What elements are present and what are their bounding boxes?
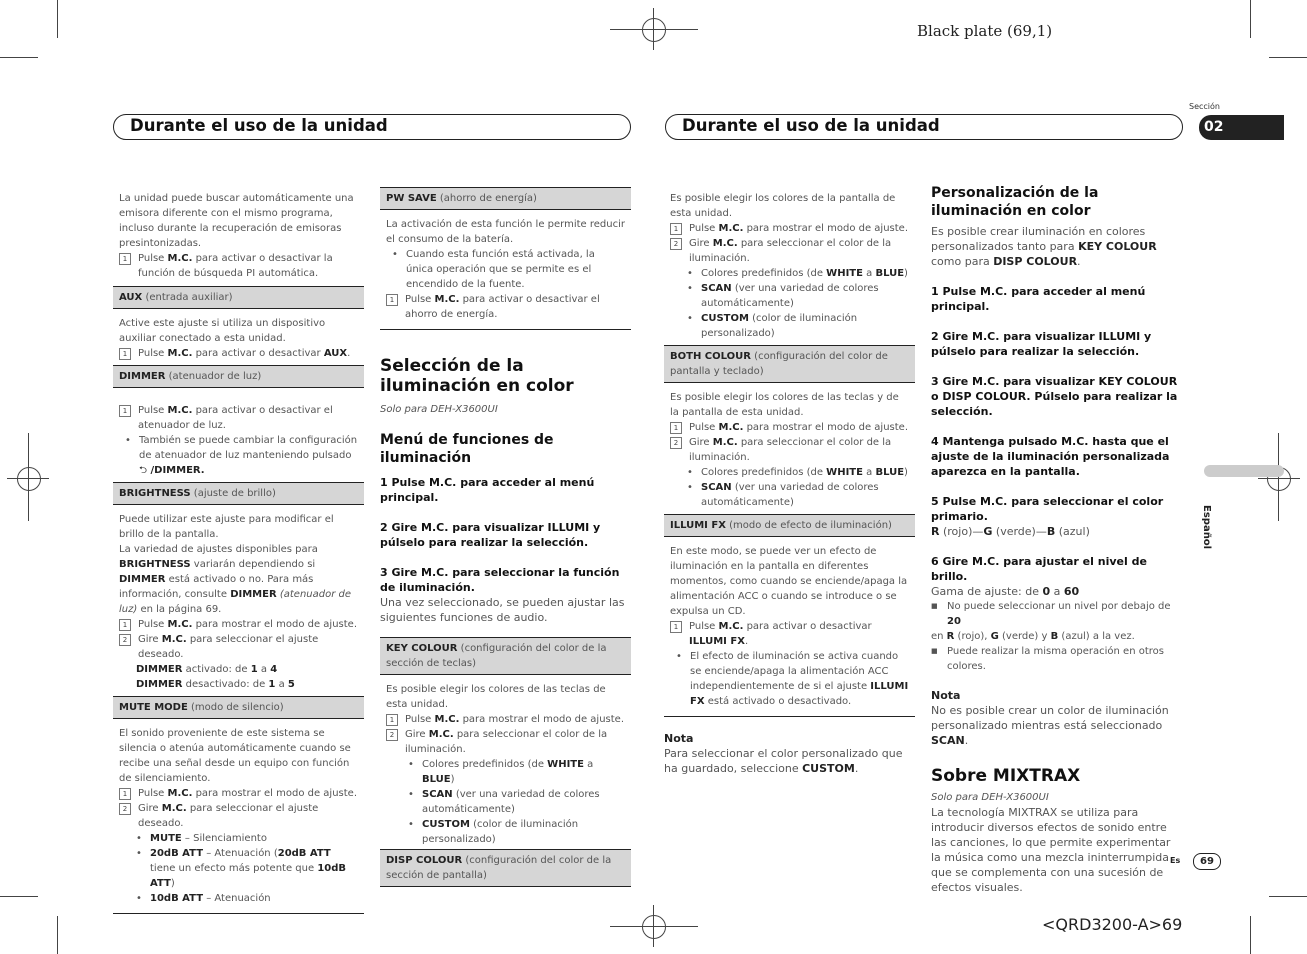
nota-heading: Nota <box>931 689 961 702</box>
nota-heading: Nota <box>664 732 694 745</box>
registration-mark <box>642 18 666 42</box>
crop-mark <box>0 57 38 58</box>
step: 1 Pulse M.C. para activar o desactivar AUX. <box>119 346 358 361</box>
intro-text: La unidad puede buscar automáticamente una emisora diferente con el mismo programa, incluso durante la recuperación de emisoras presintonizadas. <box>119 193 354 249</box>
page-number: 69 <box>1193 853 1221 870</box>
setting-label-pwsave: PW SAVE (ahorro de energía) <box>380 187 631 210</box>
registration-mark <box>17 467 41 491</box>
document-code: <QRD3200-A>69 <box>1042 915 1183 934</box>
section-title-mixtrax: Sobre MIXTRAX <box>931 766 1081 786</box>
header-right <box>665 114 1183 140</box>
return-icon: ⮌ <box>139 465 148 476</box>
setting-label-brightness: BRIGHTNESS (ajuste de brillo) <box>113 482 364 505</box>
crop-mark <box>57 916 58 954</box>
menu-title: Menú de funciones de iluminación <box>380 432 554 466</box>
page-lang: Es <box>1170 856 1181 865</box>
setting-label-mute: MUTE MODE (modo de silencio) <box>113 696 364 719</box>
section-label: Sección <box>1189 102 1220 111</box>
setting-label-dispcolour: DISP COLOUR (configuración del color de la sección de pantalla) <box>380 849 631 887</box>
section-title-seleccion: Selección de la iluminación en color <box>380 356 574 396</box>
section-number: 02 <box>1204 119 1224 135</box>
setting-label-illumifx: ILLUMI FX (modo de efecto de iluminación) <box>664 514 915 537</box>
column-2: PW SAVE (ahorro de energía) La activación de esta función le permite reducir el consumo de la batería. • Cuando esta función está activada, la única operación que se permite es el encendido de la fuente. 1 Pulse M.C. para activar o desactivar el ahorro de energía. Selección de la iluminación en color Solo para DEH-X3600UI Menú de funciones de iluminación 1 Pulse M.C. para acceder al menú principal. 2 Gire M.C. para visualizar ILLUMI y púlselo para realizar la selección. 3 Gire M.C. para seleccionar la función de iluminación. Una vez seleccionado, se pueden ajustar las siguientes funciones de audio. KEY COLOUR (configuración del color de la sección de teclas) Es posible elegir los colores de las teclas de esta unidad. 1 Pulse M.C. para mostrar el modo de ajuste. 2 Gire M.C. para seleccionar el color de la iluminación. • Colores predefinidos (de WHITE a BLUE) • SCAN (ver una variedad de colores automáticamente) • CUSTOM (color de iluminación personalizado) DISP COLOUR (configuración del color de la sección de pantalla) <box>380 187 631 894</box>
language-label: Español <box>1201 505 1212 550</box>
column-1: La unidad puede buscar automáticamente una emisora diferente con el mismo programa, incluso durante la recuperación de emisoras presintonizadas. 1 Pulse M.C. para activar o desactivar la función de búsqueda PI automática. AUX (entrada auxiliar) Active este ajuste si utiliza un dispositivo auxiliar conectado a esta unidad. 1 Pulse M.C. para activar o desactivar AUX. DIMMER (atenuador de luz) 1 Pulse M.C. para activar o desactivar el atenuador de luz. • También se puede cambiar la configuración de atenuador de luz manteniendo pulsado ⮌ /DIMMER. BRIGHTNESS (ajuste de brillo) Puede utilizar este ajuste para modificar el brillo de la pantalla. La variedad de ajustes disponibles para BRIGHTNESS variarán dependiendo si DIMMER está activado o no. Para más información, consulte DIMMER (atenuador de luz) en la página 69. 1 Pulse M.C. para mostrar el modo de ajuste. 2 Gire M.C. para seleccionar el ajuste deseado. DIMMER activado: de 1 a 4 DIMMER desactivado: de 1 a 5 MUTE MODE (modo de silencio) El sonido proveniente de este sistema se silencia o atenúa automáticamente cuando se recibe una señal desde un equipo con función de silenciamiento. 1 Pulse M.C. para mostrar el modo de ajuste. 2 Gire M.C. para seleccionar el ajuste deseado. • MUTE – Silenciamiento • 20dB ATT – Atenuación (20dB ATT tiene un efecto más potente que 10dB ATT) • 10dB ATT – Atenuación <box>113 191 364 914</box>
plate-label: Black plate (69,1) <box>917 22 1053 40</box>
crop-mark <box>0 896 38 897</box>
step: 1 Pulse M.C. para activar o desactivar la función de búsqueda PI automática. <box>119 251 358 281</box>
setting-label-keycolour: KEY COLOUR (configuración del color de la sección de teclas) <box>380 637 631 675</box>
registration-mark <box>642 915 666 939</box>
bullet-item: • También se puede cambiar la configuración de atenuador de luz manteniendo pulsado ⮌ /DIMMER. <box>125 435 358 476</box>
crop-mark <box>1269 896 1307 897</box>
column-3: Es posible elegir los colores de la pantalla de esta unidad. 1 Pulse M.C. para mostrar el modo de ajuste. 2 Gire M.C. para seleccionar el color de la iluminación. • Colores predefinidos (de WHITE a BLUE) • SCAN (ver una variedad de colores automáticamente) • CUSTOM (color de iluminación personalizado) BOTH COLOUR (configuración del color de pantalla y teclado) Es posible elegir los colores de las teclas y de la pantalla de esta unidad. 1 Pulse M.C. para mostrar el modo de ajuste. 2 Gire M.C. para seleccionar el color de la iluminación. • Colores predefinidos (de WHITE a BLUE) • SCAN (ver una variedad de colores automáticamente) ILLUMI FX (modo de efecto de iluminación) En este modo, se puede ver un efecto de iluminación en la pantalla en diferentes momentos, como cuando se enciende/apaga la alimentación ACC o cuando se introduce o se expulsa un CD. 1 Pulse M.C. para activar o desactivar ILLUMI FX. • El efecto de iluminación se activa cuando se enciende/apaga la alimentación ACC independientemente de si el ajuste ILLUMI FX está activado o desactivado. Nota Para seleccionar el color personalizado que ha guardado, seleccione CUSTOM. <box>664 191 915 776</box>
step: 1 Pulse M.C. para activar o desactivar el atenuador de luz. <box>119 403 358 433</box>
crop-mark <box>1250 916 1251 954</box>
column-4: Personalización de la iluminación en color Es posible crear iluminación en colores personalizados tanto para KEY COLOUR como para DISP COLOUR. 1 Pulse M.C. para acceder al menú principal. 2 Gire M.C. para visualizar ILLUMI y púlselo para realizar la selección. 3 Gire M.C. para visualizar KEY COLOUR o DISP COLOUR. Púlselo para realizar la selección. 4 Mantenga pulsado M.C. hasta que el ajuste de la iluminación personalizada aparezca en la pantalla. 5 Pulse M.C. para seleccionar el color primario. R (rojo)—G (verde)—B (azul) 6 Gire M.C. para ajustar el nivel de brillo. Gama de ajuste: de 0 a 60 ■ No puede seleccionar un nivel por debajo de 20 en R (rojo), G (verde) y B (azul) a la vez. ■ Puede realizar la misma operación en otros colores. Nota No es posible crear un color de iluminación personalizado mientras está seleccionado SCAN. Sobre MIXTRAX Solo para DEH-X3600UI La tecnología MIXTRAX se utiliza para introducir diversos efectos de sonido entre las canciones, lo que permite experimentar la música como una mezcla ininterrumpida que se complementa con una sucesión de efectos visuales. <box>931 184 1182 895</box>
language-tab <box>1204 465 1284 477</box>
step-number: 1 <box>119 253 131 265</box>
aux-text: Active este ajuste si utiliza un dispositivo auxiliar conectado a esta unidad. <box>119 318 326 344</box>
crop-mark <box>57 0 58 38</box>
section-number-badge <box>1199 115 1284 140</box>
header-left-title: Durante el uso de la unidad <box>130 116 388 135</box>
section-title-personalizacion: Personalización de la iluminación en color <box>931 185 1099 219</box>
crop-mark <box>1269 57 1307 58</box>
setting-label-aux: AUX (entrada auxiliar) <box>113 286 364 309</box>
setting-label-dimmer: DIMMER (atenuador de luz) <box>113 365 364 388</box>
header-left <box>113 114 631 140</box>
crop-mark <box>1250 0 1251 38</box>
setting-label-bothcolour: BOTH COLOUR (configuración del color de pantalla y teclado) <box>664 345 915 383</box>
header-right-title: Durante el uso de la unidad <box>682 116 940 135</box>
